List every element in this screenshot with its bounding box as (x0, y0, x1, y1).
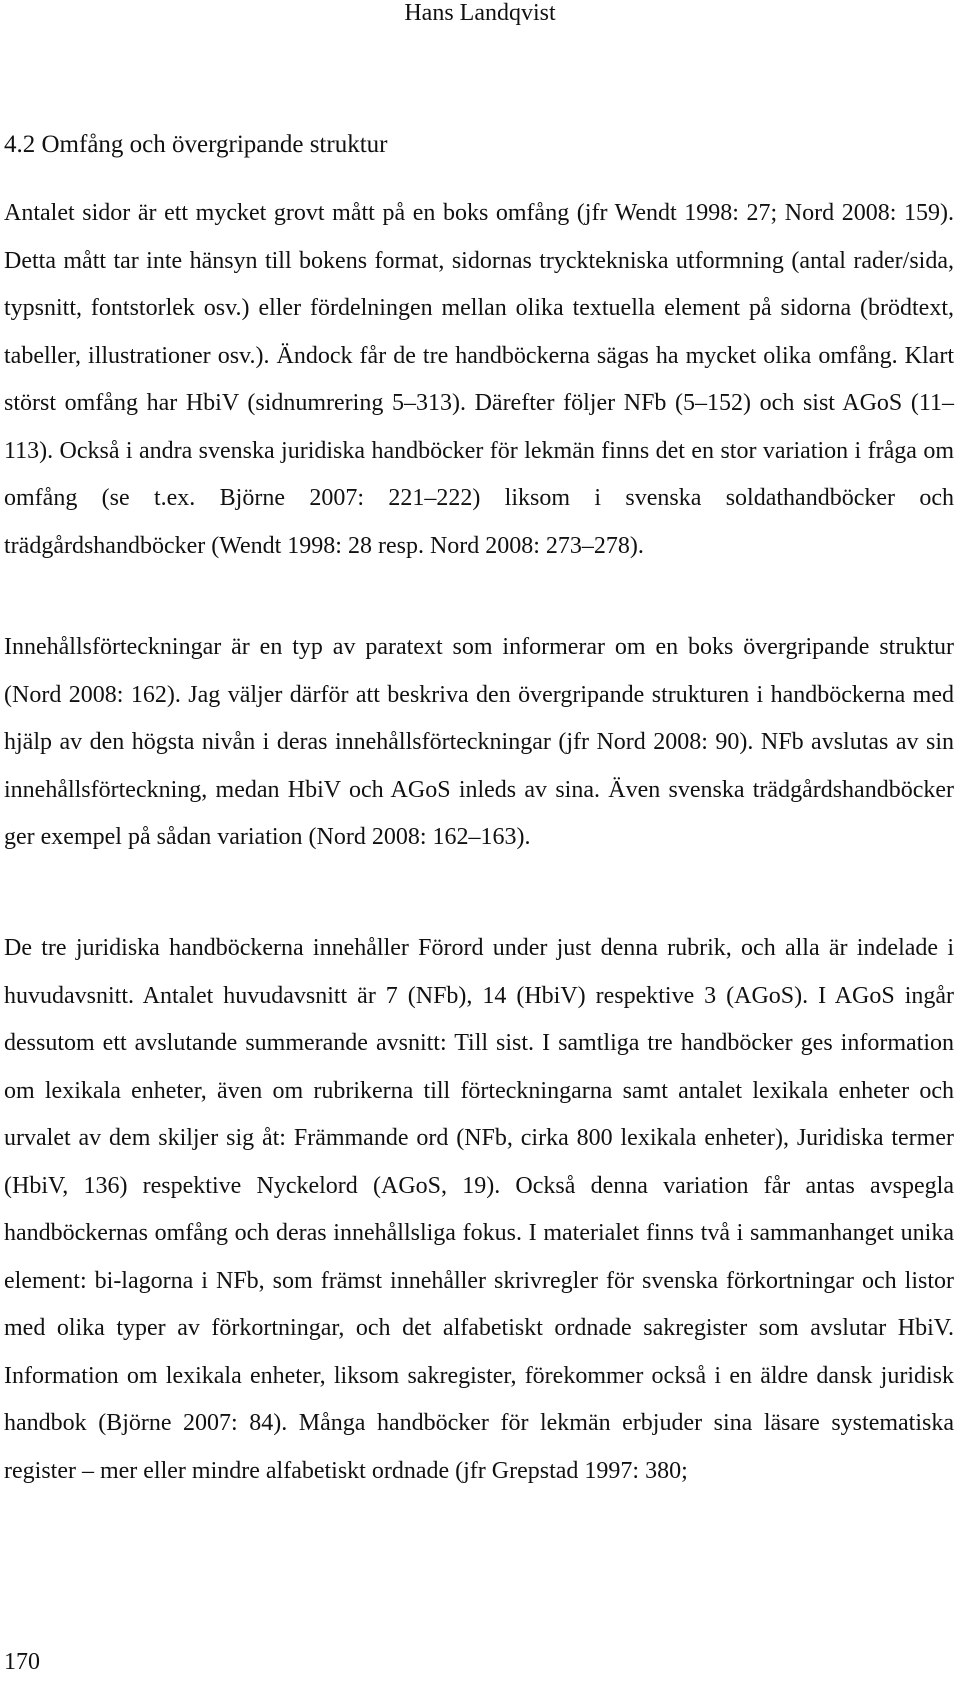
section-heading: 4.2 Omfång och övergripande struktur (4, 131, 388, 158)
running-head: Hans Landqvist (404, 0, 556, 26)
paragraph-table-of-contents: Innehållsförteckningar är en typ av paratext som informerar om en boks övergripande struktur (Nord 2008: 162). Jag väljer därför att beskriva den övergripande strukturen i handböckerna med hjälp av den högsta nivån i deras innehållsförteckningar (jfr Nord 2008: 90). NFb avslutas av sin innehållsförteckning, medan HbiV och AGoS inleds av sina. Även svenska trädgårdshandböcker ger exempel på sådan variation (Nord 2008: 162–163). (4, 634, 954, 850)
paragraph-page-count: Antalet sidor är ett mycket grovt mått på en boks omfång (jfr Wendt 1998: 27; Nord 2008: 159). Detta mått tar inte hänsyn till bokens format, sidornas trycktekniska utformning (antal rader/sida, typsnitt, fontstorlek osv.) eller fördelningen mellan olika textuella element på sidorna (brödtext, tabeller, illustrationer osv.). Ändock får de tre handböckerna sägas ha mycket olika omfång. Klart störst omfång har HbiV (sidnumrering 5–313). Därefter följer NFb (5–152) och sist AGoS (11–113). Också i andra svenska juridiska handböcker för lekmän finns det en stor variation i fråga om omfång (se t.ex. Björne 2007: 221–222) liksom i svenska soldathandböcker och trädgårdshandböcker (Wendt 1998: 28 resp. Nord 2008: 273–278). (4, 200, 954, 559)
page-number: 170 (4, 1649, 40, 1675)
paragraph-main-sections: De tre juridiska handböckerna innehåller Förord under just denna rubrik, och alla är indelade i huvudavsnitt. Antalet huvudavsnitt är 7 (NFb), 14 (HbiV) respektive 3 (AGoS). I AGoS ingår dessutom ett avslutande summerande avsnitt: Till sist. I samtliga tre handböcker ges information om lexikala enheter, även om rubrikerna till förteckningarna samt antalet lexikala enheter och urvalet av dem skiljer sig åt: Främmande ord (NFb, cirka 800 lexikala enheter), Juridiska termer (HbiV, 136) respektive Nyckelord (AGoS, 19). Också denna variation får antas avspegla handböckernas omfång och deras innehållsliga fokus. I materialet finns två i sammanhanget unika element: bi-lagorna i NFb, som främst innehåller skrivregler för svenska förkortningar och listor med olika typer av förkortningar, och det alfabetiskt ordnade sakregister som avslutar HbiV. Information om lexikala enheter, liksom sakregister, förekommer också i en äldre dansk juridisk handbok (Björne 2007: 84). Många handböcker för lekmän erbjuder sina läsare systematiska register – mer eller mindre alfabetiskt ordnade (jfr Grepstad 1997: 380; (4, 935, 954, 1484)
